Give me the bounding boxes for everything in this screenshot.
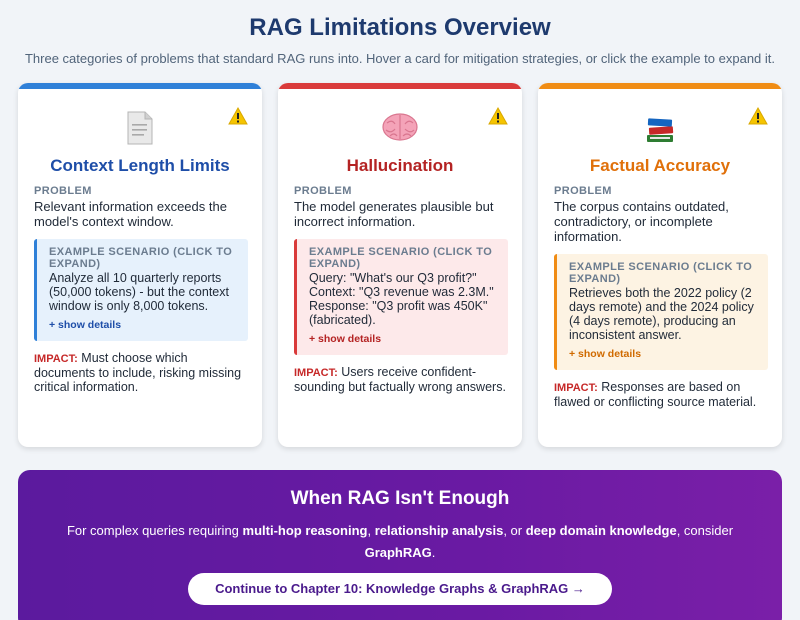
warning-icon [748,107,768,125]
example-label: EXAMPLE SCENARIO (CLICK TO EXPAND) [569,261,753,285]
page-subtitle: Three categories of problems that standard RAG runs into. Hover a card for mitigation strategies, or click the example to expand it. [24,51,776,66]
example-label: EXAMPLE SCENARIO (CLICK TO EXPAND) [309,246,493,270]
show-details-link[interactable]: + show details [49,319,122,331]
impact-value: Must choose which documents to include, risking missing critical information. [34,351,242,394]
impact-text [34,351,248,394]
impact-value: Users receive confident-sounding but factually wrong answers. [294,365,506,394]
banner-bold-domain: deep domain knowledge [525,523,677,538]
banner-bold-graphrag: GraphRAG [364,545,432,560]
card-accent-bar [538,83,782,89]
impact-label: IMPACT: [34,353,78,365]
impact-label: IMPACT: [554,382,598,394]
card-title: Factual Accuracy [589,156,731,175]
banner-text-part: For complex queries requiring [66,523,243,538]
card-hallucination[interactable] [278,83,522,447]
card-accent-bar [18,83,262,89]
banner-bold-relationship: relationship analysis [374,523,504,538]
problem-text: Relevant information exceeds the model's context window. [34,199,227,229]
problem-label: PROBLEM [554,185,612,197]
example-text: Retrieves both the 2022 policy (2 days remote) and the 2024 policy (4 days remote), producing an inconsistent answer. [569,286,754,342]
example-scenario-box[interactable] [554,254,768,370]
card-context-length[interactable] [18,83,262,447]
banner-text-part: . [431,545,436,560]
show-details-link[interactable]: + show details [569,348,642,360]
page-title: RAG Limitations Overview [249,14,551,41]
example-label: EXAMPLE SCENARIO (CLICK TO EXPAND) [49,246,233,270]
warning-icon [228,107,248,125]
card-title: Context Length Limits [50,156,230,175]
show-details-link[interactable]: + show details [309,333,382,345]
impact-text [554,380,768,409]
example-scenario-box[interactable] [34,239,248,341]
continue-chapter-button[interactable]: Continue to Chapter 10: Knowledge Graphs & GraphRAG → [188,573,612,605]
card-title: Hallucination [346,156,454,175]
problem-label: PROBLEM [294,185,352,197]
banner-text-part: , [367,523,375,538]
impact-text [294,365,508,394]
banner-title: When RAG Isn't Enough [290,488,510,509]
problem-text: The corpus contains outdated, contradictory, or incomplete information. [554,199,729,244]
impact-label: IMPACT: [294,367,338,379]
banner-bold-multi-hop: multi-hop reasoning [242,523,368,538]
problem-label: PROBLEM [34,185,92,197]
banner-text-part: , or [503,523,526,538]
document-icon [18,109,262,146]
problem-text: The model generates plausible but incorrect information. [294,199,494,229]
banner-text [48,520,752,564]
example-text: Query: "What's our Q3 profit?" Context: "Q3 revenue was 2.3M." Response: "Q3 profit was 450K" (fabricated). [309,271,494,327]
brain-icon [278,109,522,144]
warning-icon [488,107,508,125]
graphrag-banner [18,470,782,620]
banner-text-part: , consider [676,523,734,538]
example-scenario-box[interactable] [294,239,508,355]
impact-value: Responses are based on flawed or conflicting source material. [554,380,757,409]
card-accent-bar [278,83,522,89]
card-factual-accuracy[interactable] [538,83,782,447]
example-text: Analyze all 10 quarterly reports (50,000 tokens) - but the context window is only 8,000 tokens. [49,271,229,313]
books-icon [538,109,782,145]
